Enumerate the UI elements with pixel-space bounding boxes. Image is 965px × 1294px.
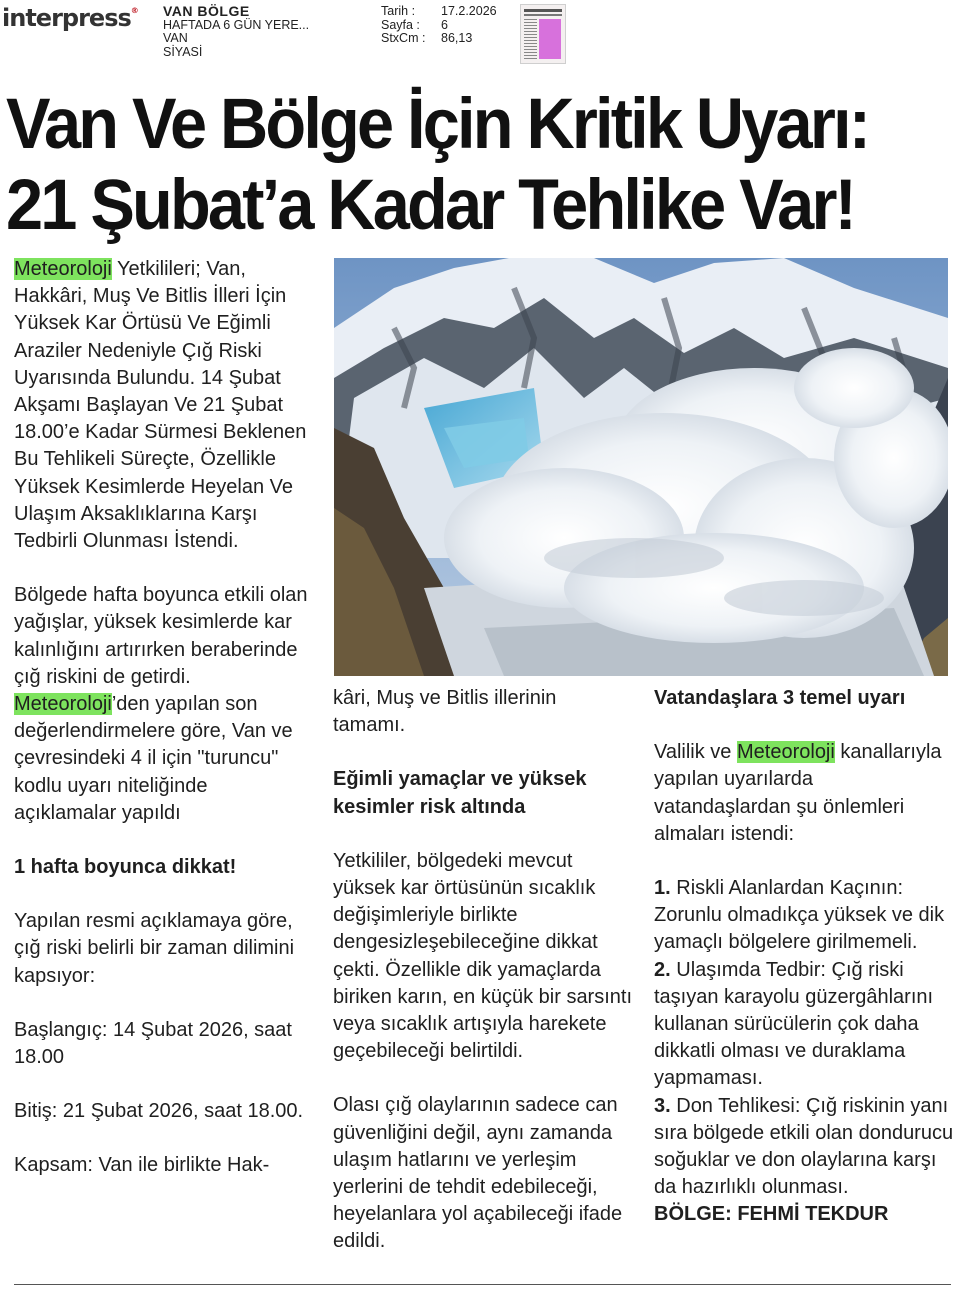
- start-date: Başlangıç: 14 Şubat 2026, saat 18.00: [14, 1018, 292, 1069]
- headline: [6, 84, 903, 246]
- highlighted-term: Meteoroloji: [737, 741, 835, 764]
- list-item: 1. Riskli Alanlardan Kaçının: Zorunlu olmadıkça yüksek ve dik yamaçlı bölgelere girilmemeli.: [654, 877, 945, 954]
- lead-paragraph: Meteoroloji Yetkilileri; Van, Hakkâri, Muş Ve Bitlis İlleri İçin Yüksek Kar Örtüsü Ve Eğimli Araziler Nedeniyle Çığ Riski Uyarısında Bulundu. 14 Şubat Akşamı Başlayan Ve 21 Şubat 18.00’e Kadar Sürmesi Beklenen Bu Tehlikeli Süreçte, Özellikle Yüksek Kesimlerde Heyelan Ve Ulaşım Aksaklıklarına Karşı Tedbirli Olunması İstendi.: [14, 258, 307, 553]
- subheading: Vatandaşlara 3 temel uyarı: [654, 687, 906, 709]
- list-item: 3. Don Tehlikesi: Çığ riskinin yanı sıra bölgede etkili olan dondurucu soğuklar ve don olaylarına karşı da hazırlıklı olunması.: [654, 1094, 954, 1199]
- highlighted-term: Meteoroloji: [14, 258, 112, 280]
- headline-line-2: 21 Şubat’a Kadar Tehlike Var!: [6, 166, 855, 245]
- publication-info: [163, 5, 309, 59]
- publication-city: VAN: [163, 31, 188, 45]
- byline: BÖLGE: FEHMİ TEKDUR: [654, 1203, 889, 1226]
- article-column-1: [14, 256, 312, 1180]
- stxcm-value: 86,13: [441, 31, 473, 45]
- article-column-2: [333, 685, 633, 1256]
- scope: Kapsam: Van ile birlikte Hak-: [14, 1154, 270, 1177]
- page-label: Sayfa :: [381, 17, 420, 32]
- paragraph: Valilik ve Meteoroloji kanallarıyla yapılan uyarılarda vatandaşlardan şu önlemleri almaları istendi:: [654, 741, 942, 845]
- paragraph: Bölgede hafta boyunca etkili olan yağışlar, yüksek kesimlerde kar kalınlığını artırırken beraberinde çığ riskini de getirdi. Meteoroloji’den yapılan son değerlendirmelere göre, Van ve çevresindeki 4 il için "turuncu" kodlu uyarı niteliğinde açıklamalar yapıldı: [14, 584, 308, 824]
- paragraph: Olası çığ olaylarının sadece can güvenliğini değil, aynı zamanda ulaşım hatlarını ve yerleşim yerlerini de tehdit edebileceği, heyelanlara yol açabileceği ifade edildi.: [333, 1094, 623, 1253]
- avalanche-photo: [334, 258, 948, 676]
- subheading: Eğimli yamaçlar ve yüksek kesimler risk altında: [333, 768, 587, 818]
- clipping-header: [0, 0, 965, 72]
- list-item: 2. Ulaşımda Tedbir: Çığ riski taşıyan karayolu güzergâhlarını kullanan sürücülerin çok daha dikkatli olması ve duraklama yapmaması.: [654, 958, 934, 1090]
- page-value: 6: [441, 17, 448, 32]
- interpress-logo: interpress®: [2, 4, 138, 32]
- clipping-meta: [381, 5, 497, 46]
- bottom-rule: [14, 1284, 951, 1285]
- publication-name: VAN BÖLGE: [163, 3, 250, 19]
- paragraph: Yetkililer, bölgedeki mevcut yüksek kar örtüsünün sıcaklık değişimleriyle birlikte dengesizleşebileceğine dikkat çekti. Özellikle dik yamaçlarda biriken karın, en küçük bir sarsıntı veya sıcaklık artışıyla harekete geçebileceği belirtildi.: [333, 849, 633, 1063]
- stxcm-label: StxCm :: [381, 31, 426, 45]
- paragraph-continued: kâri, Muş ve Bitlis illerinin tamamı.: [333, 687, 557, 737]
- publication-frequency: HAFTADA 6 GÜN YERE...: [163, 17, 310, 32]
- paragraph: Yapılan resmi açıklamaya göre, çığ riski belirli bir zaman dilimini kapsıyor:: [14, 910, 295, 987]
- end-date: Bitiş: 21 Şubat 2026, saat 18.00.: [14, 1100, 304, 1123]
- page-thumbnail[interactable]: [520, 4, 566, 64]
- highlighted-term: Meteoroloji: [14, 693, 112, 716]
- article-column-3: [654, 685, 954, 1229]
- date-value: 17.2.2026: [441, 4, 497, 18]
- headline-line-1: Van Ve Bölge İçin Kritik Uyarı:: [6, 85, 869, 164]
- publication-category: SİYASİ: [163, 44, 203, 59]
- date-label: Tarih :: [381, 4, 416, 18]
- subheading: 1 hafta boyunca dikkat!: [14, 856, 237, 879]
